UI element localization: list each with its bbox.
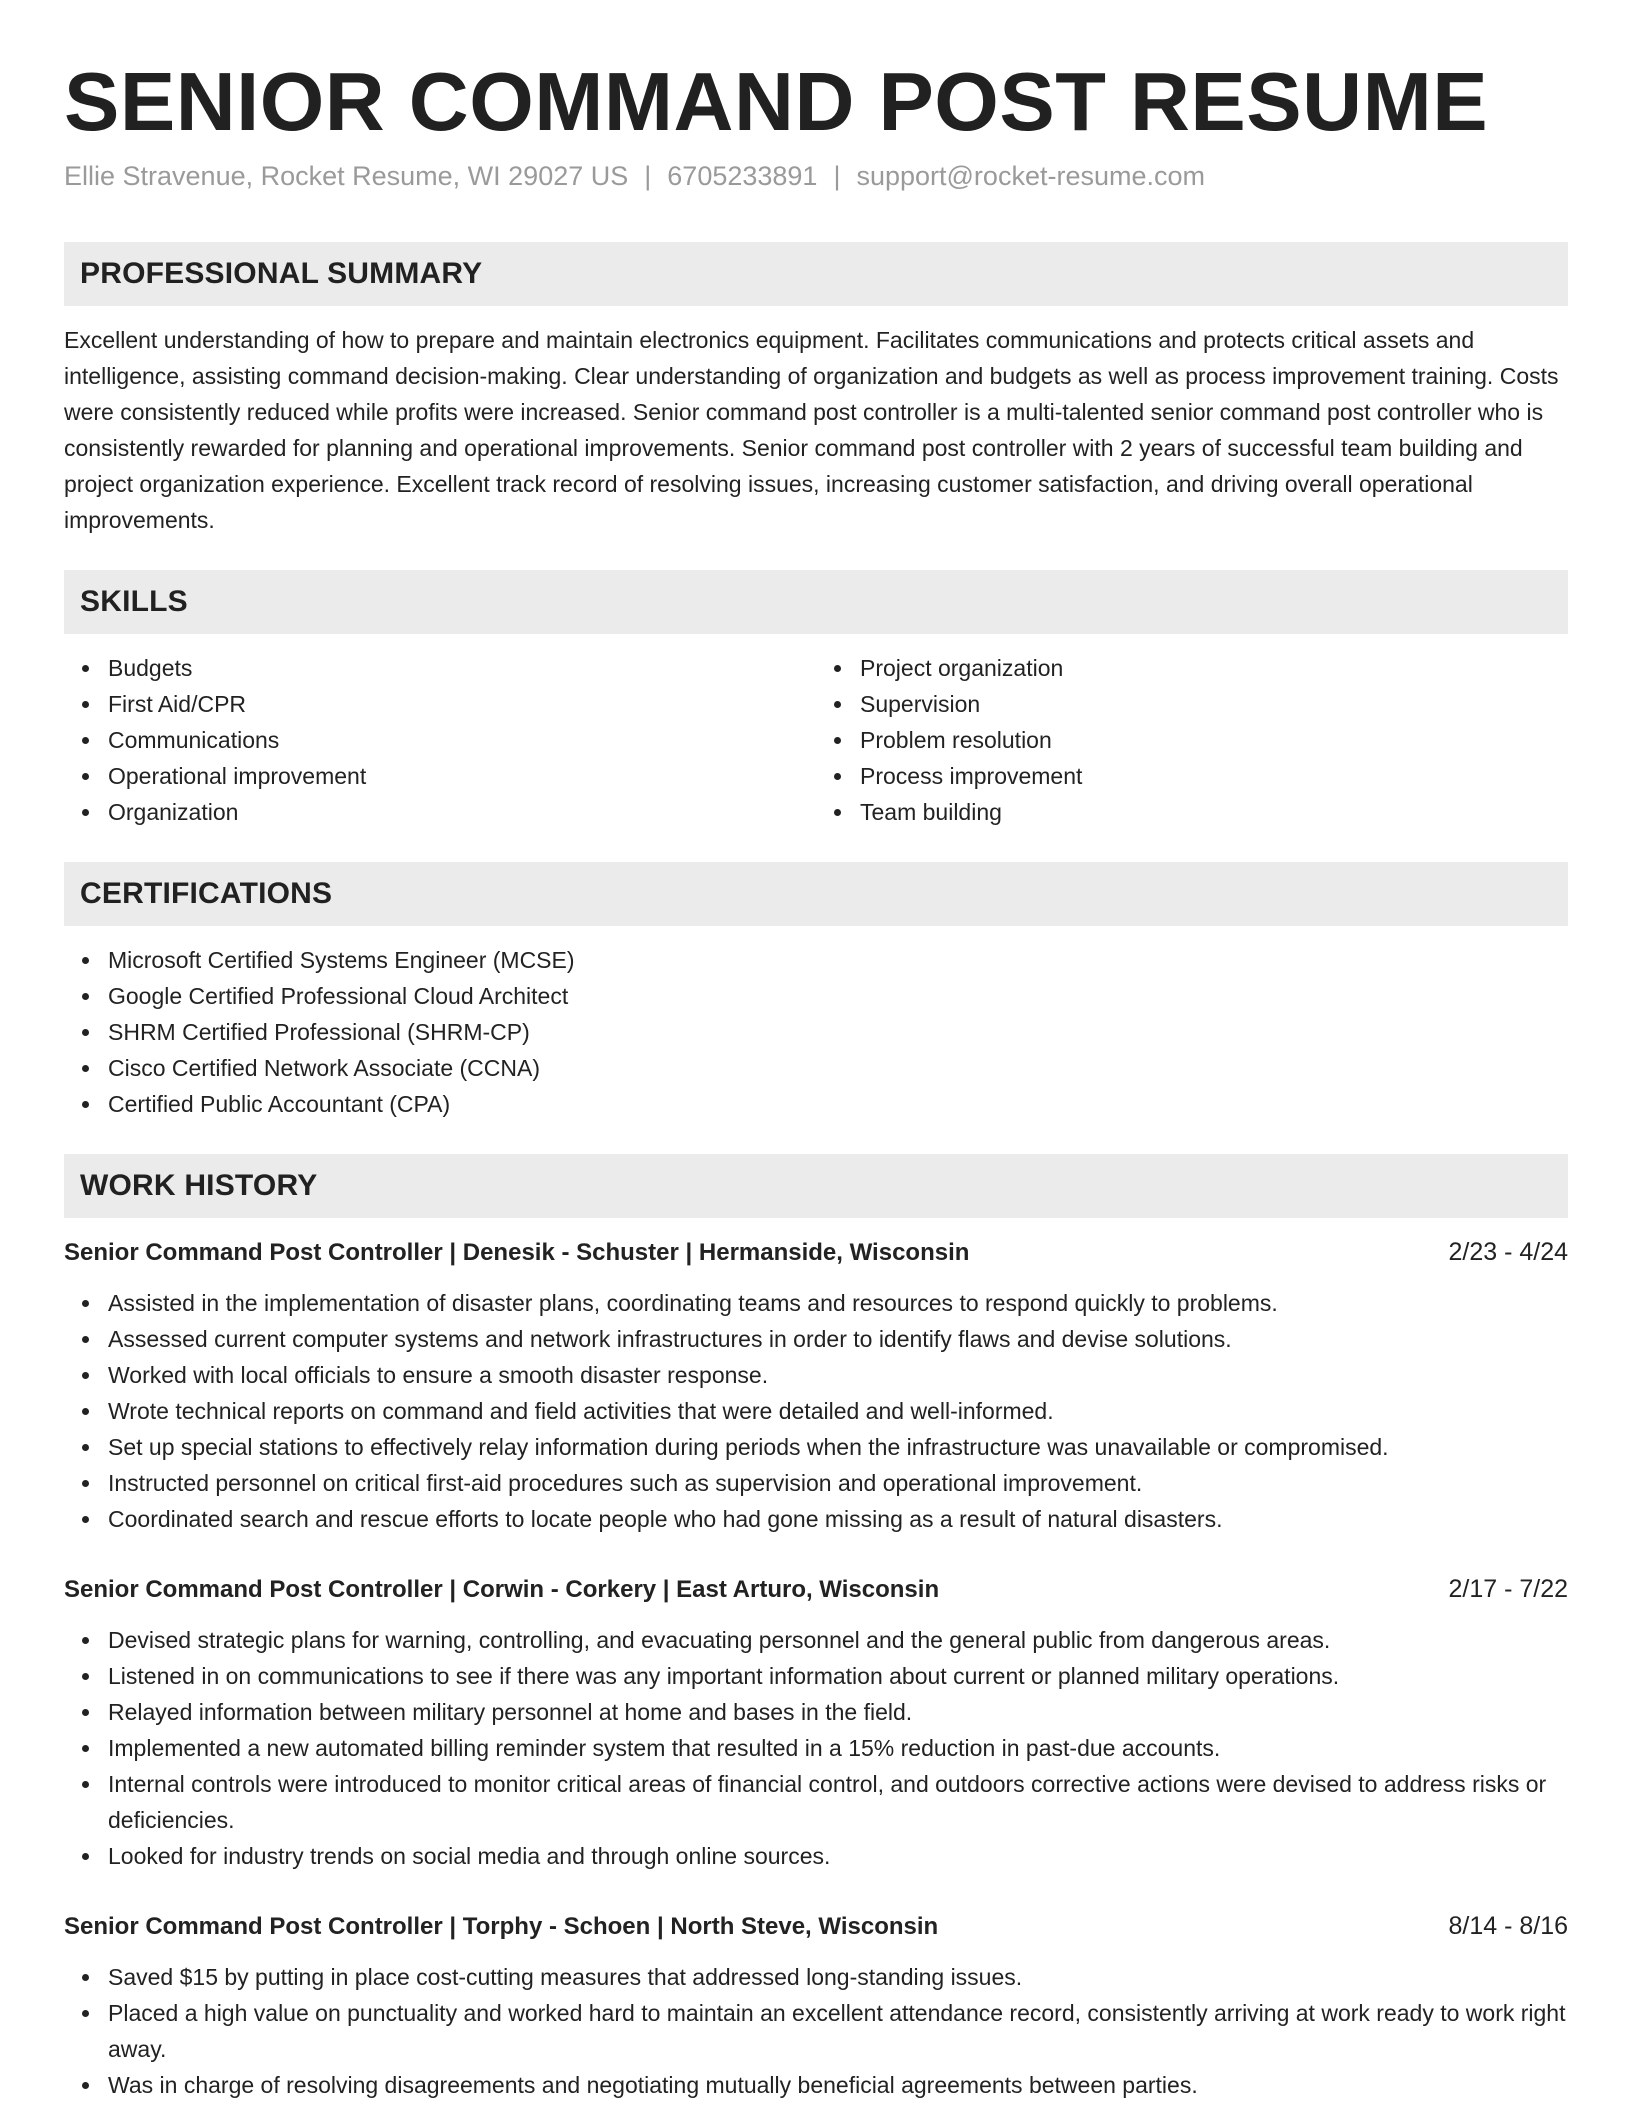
contact-address: Ellie Stravenue, Rocket Resume, WI 29027 US: [64, 161, 629, 192]
summary-heading: PROFESSIONAL SUMMARY: [64, 242, 1568, 306]
job-bullet: Assessed current computer systems and network infrastructures in order to identify flaws and devise solutions.: [108, 1321, 1568, 1357]
job-dates: 2/23 - 4/24: [1448, 1238, 1568, 1267]
job-title: Senior Command Post Controller | Corwin - Corkery | East Arturo, Wisconsin: [64, 1576, 940, 1604]
skills-section: [64, 570, 1568, 830]
job-bullet: Implemented a new automated billing reminder system that resulted in a 15% reduction in past-due accounts.: [108, 1730, 1568, 1766]
job-bullet: Saved $15 by putting in place cost-cutting measures that addressed long-standing issues.: [108, 1959, 1568, 1995]
work-history-heading: WORK HISTORY: [64, 1154, 1568, 1218]
skill-item: Process improvement: [860, 758, 1568, 794]
certification-item: Cisco Certified Network Associate (CCNA): [108, 1050, 1568, 1086]
summary-text: Excellent understanding of how to prepare and maintain electronics equipment. Facilitates communications and protects critical assets and intelligence, assisting command decision-making. Clear understanding of organization and budgets as well as process improvement training. Costs were consistently reduced while profits were increased. Senior command post controller is a multi-talented senior command post controller who is consistently rewarded for planning and operational improvements. Senior command post controller with 2 years of successful team building and project organization experience. Excellent track record of resolving issues, increasing customer satisfaction, and driving overall operational improvements.: [64, 327, 1559, 534]
contact-separator: |: [833, 161, 841, 192]
skill-item: Communications: [108, 722, 816, 758]
job-bullet: Was in charge of resolving disagreements and negotiating mutually beneficial agreements between parties.: [108, 2067, 1568, 2103]
certification-item: Certified Public Accountant (CPA): [108, 1086, 1568, 1122]
job-bullet: Devised strategic plans for warning, controlling, and evacuating personnel and the general public from dangerous areas.: [108, 1622, 1568, 1658]
job-bullets: [64, 1622, 1568, 1874]
job-bullet: Worked with local officials to ensure a smooth disaster response.: [108, 1357, 1568, 1393]
skill-item: Team building: [860, 794, 1568, 830]
skill-item: Problem resolution: [860, 722, 1568, 758]
skills-heading: SKILLS: [64, 570, 1568, 634]
job-bullet: Placed a high value on punctuality and worked hard to maintain an excellent attendance record, consistently arriving at work ready to work right away.: [108, 1995, 1568, 2067]
certification-item: SHRM Certified Professional (SHRM-CP): [108, 1014, 1568, 1050]
job-entry: [64, 1908, 1568, 2103]
job-dates: 2/17 - 7/22: [1448, 1575, 1568, 1604]
job-entry: [64, 1571, 1568, 1874]
job-dates: 8/14 - 8/16: [1448, 1912, 1568, 1941]
summary-section: [64, 242, 1568, 538]
skill-item: First Aid/CPR: [108, 686, 816, 722]
skill-item: Supervision: [860, 686, 1568, 722]
certifications-section: [64, 862, 1568, 1122]
certification-item: Microsoft Certified Systems Engineer (MCSE): [108, 942, 1568, 978]
job-title: Senior Command Post Controller | Denesik - Schuster | Hermanside, Wisconsin: [64, 1239, 970, 1267]
contact-line: [64, 159, 1568, 194]
job-bullet: Listened in on communications to see if there was any important information about current or planned military operations.: [108, 1658, 1568, 1694]
skill-item: Operational improvement: [108, 758, 816, 794]
job-bullet: Coordinated search and rescue efforts to locate people who had gone missing as a result of natural disasters.: [108, 1501, 1568, 1537]
certification-item: Google Certified Professional Cloud Architect: [108, 978, 1568, 1014]
job-bullets: [64, 1959, 1568, 2103]
job-entry: [64, 1234, 1568, 1537]
certifications-heading: CERTIFICATIONS: [64, 862, 1568, 926]
contact-email[interactable]: support@rocket-resume.com: [856, 161, 1205, 192]
contact-phone: 6705233891: [667, 161, 818, 192]
certifications-list: [64, 942, 1568, 1122]
job-title: Senior Command Post Controller | Torphy - Schoen | North Steve, Wisconsin: [64, 1913, 939, 1941]
job-bullet: Internal controls were introduced to monitor critical areas of financial control, and outdoors corrective actions were devised to address risks or deficiencies.: [108, 1766, 1568, 1838]
job-bullet: Wrote technical reports on command and field activities that were detailed and well-informed.: [108, 1393, 1568, 1429]
skill-item: Budgets: [108, 650, 816, 686]
skills-column-right: [816, 650, 1568, 830]
job-bullets: [64, 1285, 1568, 1537]
contact-separator: |: [644, 161, 652, 192]
resume-title: SENIOR COMMAND POST RESUME: [64, 55, 1489, 148]
skills-list: [64, 650, 1568, 830]
skills-column-left: [64, 650, 816, 830]
skill-item: Organization: [108, 794, 816, 830]
job-bullet: Instructed personnel on critical first-aid procedures such as supervision and operational improvement.: [108, 1465, 1568, 1501]
job-bullet: Assisted in the implementation of disaster plans, coordinating teams and resources to respond quickly to problems.: [108, 1285, 1568, 1321]
work-history-section: [64, 1154, 1568, 2103]
skill-item: Project organization: [860, 650, 1568, 686]
job-bullet: Looked for industry trends on social media and through online sources.: [108, 1838, 1568, 1874]
job-bullet: Set up special stations to effectively relay information during periods when the infrastructure was unavailable or compromised.: [108, 1429, 1568, 1465]
job-bullet: Relayed information between military personnel at home and bases in the field.: [108, 1694, 1568, 1730]
